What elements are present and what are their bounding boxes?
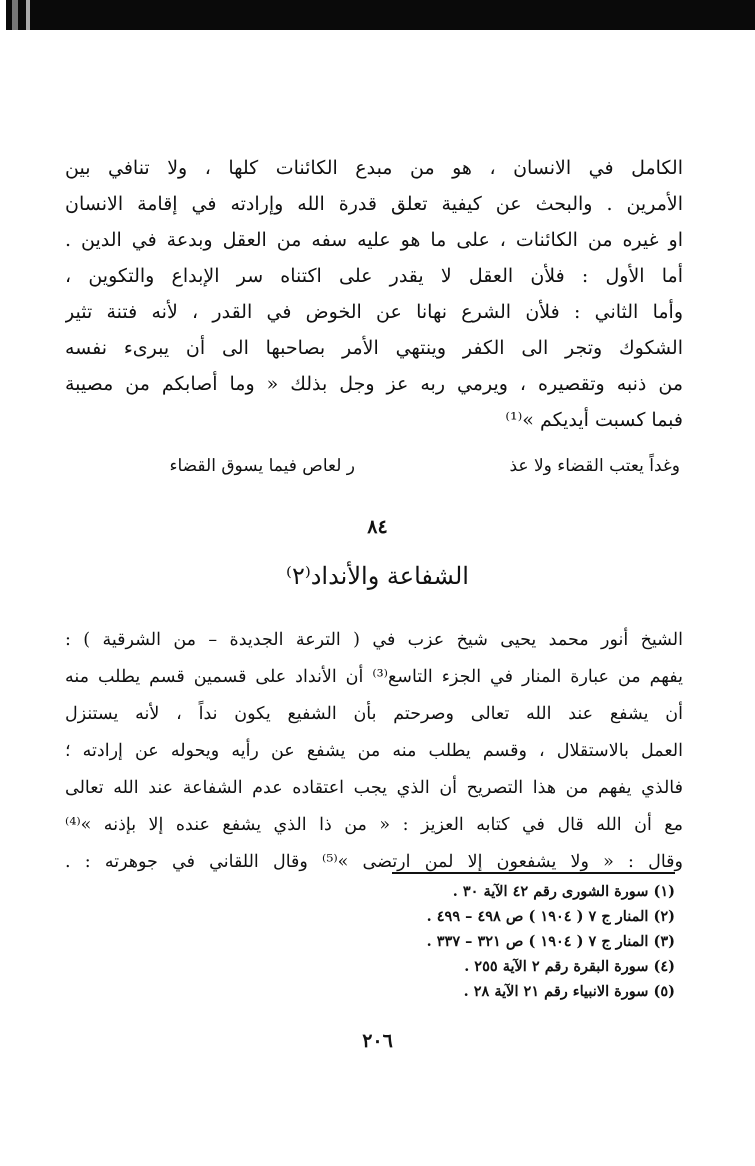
footnote: (١) سورة الشورى رقم ٤٢ الآية ٣٠ . [452, 883, 675, 900]
body-line: من ذنبه وتقصيره ، ويرمي ربه عز وجل بذلك « وما أصابكم من مصيبة [65, 373, 683, 395]
body-line: الكامل في الانسان ، هو من مبدع الكائنات كلها ، ولا تنافي بين [65, 157, 683, 179]
body-line: الأمرين . والبحث عن كيفية تعلق قدرة الله وإرادته في إقامة الانسان [65, 193, 683, 215]
footnote: (٥) سورة الانبياء رقم ٢١ الآية ٢٨ . [463, 983, 675, 1000]
body-line: وقال : « ولا يشفعون إلا لمن ارتضى »⁽⁵⁾ وقال اللقاني في جوهرته : . [65, 852, 683, 872]
footnote: (٣) المنار ج ٧ ( ١٩٠٤ ) ص ٣٢١ – ٣٣٧ . [426, 933, 675, 950]
body-line: أن يشفع عند الله تعالى وصرحتم بأن الشفيع يكون نداً ، لأنه يستنزل [65, 704, 683, 724]
body-line: وأما الثاني : فلأن الشرع نهانا عن الخوض في القدر ، لأنه فتنة تثير [65, 301, 683, 323]
body-line: فبما كسبت أيديكم »⁽¹⁾ [505, 409, 683, 431]
footnote: (٢) المنار ج ٧ ( ١٩٠٤ ) ص ٤٩٨ – ٤٩٩ . [426, 908, 675, 925]
body-line: مع أن الله قال في كتابه العزيز : « من ذا الذي يشفع عنده إلا بإذنه »⁽⁴⁾ [65, 815, 683, 835]
section-title: الشفاعة والأنداد⁽٢⁾ [286, 562, 469, 590]
body-line: العمل بالاستقلال ، وقسم يطلب منه من يشفع عن رأيه ويحوله عن إرادته ؛ [65, 741, 683, 761]
body-line: الشكوك وتجر الى الكفر وينتهي الأمر بصاحبها الى أن يبرىء نفسه [65, 337, 683, 359]
footnote-divider [392, 872, 675, 874]
body-line: الشيخ أنور محمد يحيى شيخ عزب في ( الترعة الجديدة – من الشرقية ) : [65, 630, 683, 650]
footnote: (٤) سورة البقرة رقم ٢ الآية ٢٥٥ . [464, 958, 675, 975]
verse-second-hemistich: ر لعاص فيما يسوق القضاء [169, 456, 355, 476]
body-line: يفهم من عبارة المنار في الجزء التاسع⁽³⁾ أن الأنداد على قسمين قسم يطلب منه [65, 667, 683, 687]
original-page-marker: ٨٤ [367, 516, 388, 538]
body-line: او غيره من الكائنات ، على ما هو عليه سفه من العقل وبدعة في الدين . [65, 229, 683, 251]
body-line: فالذي يفهم من هذا التصريح أن الذي يجب اعتقاده عدم الشفاعة عند الله تعالى [65, 778, 683, 798]
body-line: أما الأول : فلأن العقل لا يقدر على اكتناه سر الإبداع والتكوين ، [65, 265, 683, 287]
page-number: ٢٠٦ [362, 1030, 393, 1052]
verse-first-hemistich: وغداً يعتب القضاء ولا عذ [509, 456, 680, 476]
